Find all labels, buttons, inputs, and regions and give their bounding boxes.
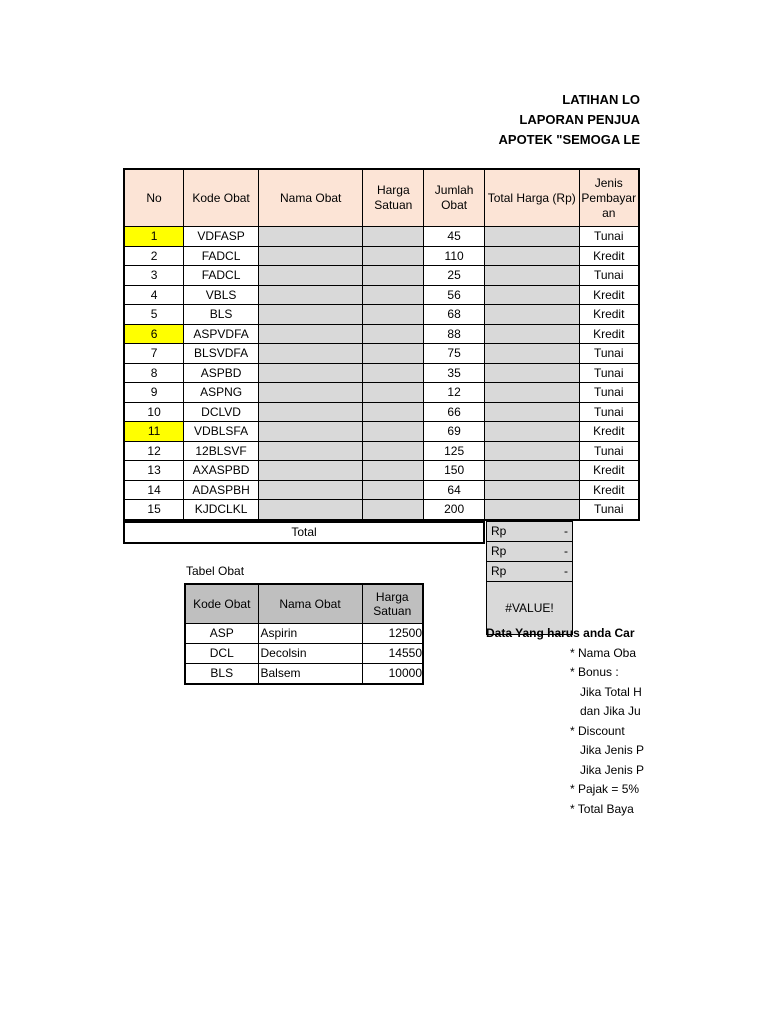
cell-no[interactable]: 10 (124, 402, 184, 422)
notes-heading: Data Yang harus anda Car (486, 626, 635, 640)
cell-harga-satuan[interactable] (363, 461, 424, 481)
cell-no[interactable]: 7 (124, 344, 184, 364)
obat-header-kode[interactable]: Kode Obat (185, 584, 258, 624)
cell-harga-satuan[interactable] (363, 324, 424, 344)
cell-kode-obat[interactable]: FADCL (184, 266, 259, 286)
rp-prefix: Rp (491, 564, 507, 578)
table-row (124, 305, 639, 325)
rp-cell[interactable] (487, 522, 573, 542)
cell-jumlah-obat[interactable]: 68 (424, 305, 485, 325)
cell-jumlah-obat[interactable]: 45 (424, 227, 485, 247)
cell-jumlah-obat[interactable]: 69 (424, 422, 485, 442)
header-no[interactable]: No (124, 169, 184, 227)
cell-no[interactable]: 2 (124, 246, 184, 266)
cell-jumlah-obat[interactable]: 12 (424, 383, 485, 403)
cell-harga-satuan[interactable] (363, 344, 424, 364)
cell-nama-obat[interactable] (259, 227, 363, 247)
cell-no[interactable]: 12 (124, 441, 184, 461)
cell-no[interactable]: 11 (124, 422, 184, 442)
cell-kode-obat[interactable]: KJDCLKL (184, 500, 259, 520)
cell-harga-satuan[interactable] (363, 285, 424, 305)
cell-jenis-pembayaran[interactable]: Kredit (579, 305, 639, 325)
cell-harga-satuan[interactable] (363, 363, 424, 383)
cell-nama-obat[interactable] (259, 480, 363, 500)
rp-value: - (564, 564, 568, 578)
value-error-cell[interactable]: #VALUE! (487, 582, 573, 635)
obat-cell-nama[interactable]: Balsem (258, 664, 362, 685)
cell-total-harga[interactable] (485, 266, 579, 286)
obat-header-nama[interactable]: Nama Obat (258, 584, 362, 624)
cell-harga-satuan[interactable] (363, 227, 424, 247)
cell-harga-satuan[interactable] (363, 422, 424, 442)
cell-no[interactable]: 3 (124, 266, 184, 286)
cell-nama-obat[interactable] (259, 422, 363, 442)
total-label[interactable]: Total (124, 522, 484, 543)
cell-jenis-pembayaran[interactable]: Kredit (579, 324, 639, 344)
cell-no[interactable]: 4 (124, 285, 184, 305)
sales-table (123, 168, 640, 521)
cell-kode-obat[interactable]: VDFASP (184, 227, 259, 247)
obat-cell-nama[interactable]: Decolsin (258, 644, 362, 664)
table-row (124, 266, 639, 286)
table-row (124, 461, 639, 481)
note-line: * Total Baya (570, 801, 634, 816)
header-nama-obat[interactable]: Nama Obat (259, 169, 363, 227)
cell-kode-obat[interactable]: FADCL (184, 246, 259, 266)
obat-cell-kode[interactable]: BLS (185, 664, 258, 685)
cell-nama-obat[interactable] (259, 402, 363, 422)
tabel-obat-title: Tabel Obat (186, 564, 245, 578)
cell-kode-obat[interactable]: ASPBD (184, 363, 259, 383)
cell-total-harga[interactable] (485, 246, 579, 266)
cell-jumlah-obat[interactable]: 200 (424, 500, 485, 520)
title-line-1: LATIHAN LO (562, 92, 640, 107)
side-cells (486, 521, 573, 635)
cell-total-harga[interactable] (485, 324, 579, 344)
obat-header-harga[interactable]: Harga Satuan (362, 584, 423, 624)
cell-no[interactable]: 8 (124, 363, 184, 383)
table-row (124, 422, 639, 442)
title-line-3: APOTEK "SEMOGA LE (498, 132, 640, 147)
note-line: * Nama Oba (570, 645, 637, 660)
cell-jenis-pembayaran[interactable]: Kredit (579, 285, 639, 305)
cell-nama-obat[interactable] (259, 500, 363, 520)
cell-nama-obat[interactable] (259, 285, 363, 305)
table-row (124, 324, 639, 344)
cell-kode-obat[interactable]: ASPVDFA (184, 324, 259, 344)
cell-total-harga[interactable] (485, 461, 579, 481)
cell-kode-obat[interactable]: VBLS (184, 285, 259, 305)
cell-jenis-pembayaran[interactable]: Tunai (579, 227, 639, 247)
cell-nama-obat[interactable] (259, 461, 363, 481)
cell-nama-obat[interactable] (259, 324, 363, 344)
header-row (124, 169, 639, 227)
rp-cell[interactable] (487, 542, 573, 562)
obat-cell-nama[interactable]: Aspirin (258, 624, 362, 644)
obat-row (185, 664, 423, 685)
cell-nama-obat[interactable] (259, 344, 363, 364)
cell-kode-obat[interactable]: AXASPBD (184, 461, 259, 481)
cell-kode-obat[interactable]: VDBLSFA (184, 422, 259, 442)
table-row (124, 402, 639, 422)
header-kode-obat[interactable]: Kode Obat (184, 169, 259, 227)
cell-kode-obat[interactable]: ADASPBH (184, 480, 259, 500)
cell-nama-obat[interactable] (259, 246, 363, 266)
table-row (124, 344, 639, 364)
cell-jenis-pembayaran[interactable]: Tunai (579, 383, 639, 403)
cell-kode-obat[interactable]: BLSVDFA (184, 344, 259, 364)
cell-total-harga[interactable] (485, 363, 579, 383)
cell-nama-obat[interactable] (259, 363, 363, 383)
cell-no[interactable]: 13 (124, 461, 184, 481)
cell-kode-obat[interactable]: ASPNG (184, 383, 259, 403)
note-line: dan Jika Ju (580, 704, 641, 718)
cell-jumlah-obat[interactable]: 110 (424, 246, 485, 266)
table-row (124, 246, 639, 266)
rp-prefix: Rp (491, 544, 507, 558)
obat-cell-harga[interactable]: 10000 (362, 664, 423, 685)
cell-no[interactable]: 15 (124, 500, 184, 520)
cell-no[interactable]: 9 (124, 383, 184, 403)
cell-harga-satuan[interactable] (363, 305, 424, 325)
note-line: Jika Total H (580, 684, 642, 699)
report-titles (400, 90, 640, 150)
cell-harga-satuan[interactable] (363, 383, 424, 403)
cell-nama-obat[interactable] (259, 266, 363, 286)
cell-jenis-pembayaran[interactable]: Tunai (579, 266, 639, 286)
cell-total-harga[interactable] (485, 344, 579, 364)
cell-kode-obat[interactable]: 12BLSVF (184, 441, 259, 461)
rp-cell[interactable] (487, 562, 573, 582)
note-line: * Bonus : (570, 665, 619, 679)
table-row (124, 500, 639, 520)
table-row (124, 227, 639, 247)
cell-jumlah-obat[interactable]: 75 (424, 344, 485, 364)
cell-total-harga[interactable] (485, 305, 579, 325)
cell-jenis-pembayaran[interactable]: Kredit (579, 480, 639, 500)
table-row (124, 363, 639, 383)
note-line: * Discount (570, 723, 625, 738)
cell-total-harga[interactable] (485, 441, 579, 461)
cell-harga-satuan[interactable] (363, 246, 424, 266)
rp-value: - (564, 524, 568, 538)
header-total-harga[interactable]: Total Harga (Rp) (485, 169, 579, 227)
tabel-obat (184, 583, 424, 685)
obat-cell-kode[interactable]: ASP (185, 624, 258, 644)
obat-cell-harga[interactable]: 12500 (362, 624, 423, 644)
table-row (124, 383, 639, 403)
cell-jenis-pembayaran[interactable]: Kredit (579, 422, 639, 442)
cell-jumlah-obat[interactable]: 88 (424, 324, 485, 344)
header-jenis-pembayaran[interactable]: Jenis Pembayar an (579, 169, 639, 227)
obat-row (185, 644, 423, 664)
cell-no[interactable]: 14 (124, 480, 184, 500)
table-row (124, 480, 639, 500)
table-row (124, 441, 639, 461)
title-line-2: LAPORAN PENJUA (519, 112, 640, 127)
sales-table-body (124, 227, 639, 520)
cell-total-harga[interactable] (485, 500, 579, 520)
cell-jumlah-obat[interactable]: 150 (424, 461, 485, 481)
total-table (123, 521, 485, 544)
notes-panel (486, 624, 645, 816)
cell-harga-satuan[interactable] (363, 480, 424, 500)
rp-prefix: Rp (491, 524, 507, 538)
cell-harga-satuan[interactable] (363, 441, 424, 461)
cell-total-harga[interactable] (485, 480, 579, 500)
cell-kode-obat[interactable]: BLS (184, 305, 259, 325)
cell-nama-obat[interactable] (259, 383, 363, 403)
cell-jumlah-obat[interactable]: 66 (424, 402, 485, 422)
cell-total-harga[interactable] (485, 383, 579, 403)
cell-jenis-pembayaran[interactable]: Tunai (579, 500, 639, 520)
cell-jumlah-obat[interactable]: 25 (424, 266, 485, 286)
cell-kode-obat[interactable]: DCLVD (184, 402, 259, 422)
cell-jumlah-obat[interactable]: 125 (424, 441, 485, 461)
cell-total-harga[interactable] (485, 422, 579, 442)
obat-row (185, 624, 423, 644)
cell-harga-satuan[interactable] (363, 402, 424, 422)
cell-no[interactable]: 6 (124, 324, 184, 344)
cell-no[interactable]: 1 (124, 227, 184, 247)
cell-total-harga[interactable] (485, 227, 579, 247)
cell-total-harga[interactable] (485, 402, 579, 422)
cell-jenis-pembayaran[interactable]: Kredit (579, 246, 639, 266)
main-table-clip (121, 166, 640, 546)
note-line: Jika Jenis P (580, 762, 645, 777)
cell-jenis-pembayaran[interactable]: Kredit (579, 461, 639, 481)
cell-jenis-pembayaran[interactable]: Tunai (579, 441, 639, 461)
cell-jenis-pembayaran[interactable]: Tunai (579, 363, 639, 383)
note-line: Jika Jenis P (580, 743, 645, 757)
table-row (124, 285, 639, 305)
obat-cell-harga[interactable]: 14550 (362, 644, 423, 664)
header-harga-satuan[interactable]: Harga Satuan (363, 169, 424, 227)
cell-jenis-pembayaran[interactable]: Tunai (579, 402, 639, 422)
obat-cell-kode[interactable]: DCL (185, 644, 258, 664)
header-jumlah-obat[interactable]: Jumlah Obat (424, 169, 485, 227)
cell-total-harga[interactable] (485, 285, 579, 305)
rp-value: - (564, 544, 568, 558)
cell-nama-obat[interactable] (259, 441, 363, 461)
cell-jumlah-obat[interactable]: 56 (424, 285, 485, 305)
cell-harga-satuan[interactable] (363, 500, 424, 520)
cell-jumlah-obat[interactable]: 64 (424, 480, 485, 500)
cell-jumlah-obat[interactable]: 35 (424, 363, 485, 383)
note-line: * Pajak = 5% (570, 782, 640, 796)
cell-nama-obat[interactable] (259, 305, 363, 325)
cell-harga-satuan[interactable] (363, 266, 424, 286)
cell-no[interactable]: 5 (124, 305, 184, 325)
cell-jenis-pembayaran[interactable]: Tunai (579, 344, 639, 364)
